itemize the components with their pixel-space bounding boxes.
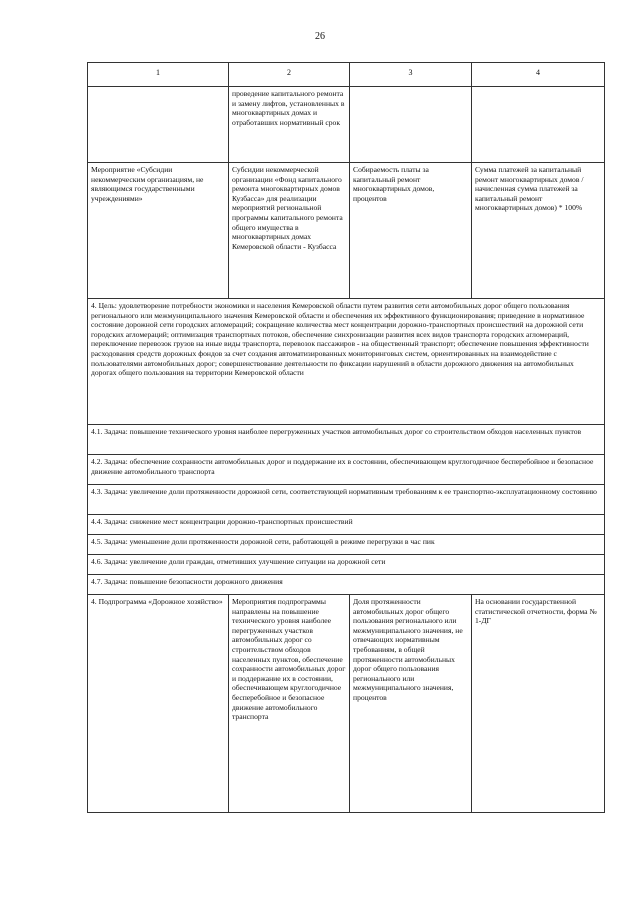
cell-continued-description: проведение капитального ремонта и замену лифтов, установленных в многоквартирных домах и отработавших нормативный срок: [229, 87, 350, 163]
task-4-2: 4.2. Задача: обеспечение сохранности автомобильных дорог и поддержание их в состоянии, обеспечивающем круглогодичное бесперебойное и безопасное движение автомобильного транспорта: [88, 455, 605, 485]
page-number: 26: [315, 31, 325, 42]
table-row: [88, 555, 605, 575]
cell-empty: [88, 87, 229, 163]
table-row: [88, 163, 605, 299]
table-row: [88, 515, 605, 535]
task-4-6: 4.6. Задача: увеличение доли граждан, отметивших улучшение ситуации на дорожной сети: [88, 555, 605, 575]
cell-roads-indicator: Доля протяженности автомобильных дорог общего пользования регионального или межмуниципального значения, не отвечающих нормативным требованиям, в общей протяженности автомобильных дорог общего пользования регионального или межмуниципального значения, процентов: [350, 595, 472, 813]
goal-4-cell: 4. Цель: удовлетворение потребности экономики и населения Кемеровской области путем развития сети автомобильных дорог общего пользования регионального или межмуниципального значения Кемеровской области и обеспечения их эффективного функционирования; приведение в нормативное состояние дорожной сети городских агломераций; сокращение количества мест концентрации дорожно-транспортных происшествий на дорожной сети городских агломераций; оптимизация транспортных потоков, обеспечение синхронизации развития всех видов транспорта городских агломераций, переключение перевозок грузов на иные виды транспорта, перевозок пассажиров - на общественный транспорт; обеспечение повышения эффективности расходования средств дорожных фондов за счет создания автоматизированных мониторинговых систем, ориентированных на взаимодействие с пользователями автомобильных дорог; совершенствование деятельности по фиксации нарушений в области дорожного движения на автомобильных дорогах общего пользования на территории Кемеровской области: [88, 299, 605, 425]
header-col-1: 1: [88, 63, 229, 87]
cell-roads-description: Мероприятия подпрограммы направлены на повышение технического уровня наиболее перегруженных участков автомобильных дорог со строительством обходов населенных пунктов, обеспечение сохранности автомобильных дорог и поддержание их в состоянии, обеспечивающем круглогодичное бесперебойное и безопасное движение автомобильного транспорта: [229, 595, 350, 813]
task-4-7: 4.7. Задача: повышение безопасности дорожного движения: [88, 575, 605, 595]
task-4-3: 4.3. Задача: увеличение доли протяженности дорожной сети, соответствующей нормативным требованиям к ее транспортно-эксплуатационному состоянию: [88, 485, 605, 515]
table-row: [88, 425, 605, 455]
cell-subsidy-description: Субсидии некоммерческой организации «Фонд капитального ремонта многоквартирных домов Кузбасса» для реализации мероприятий региональной программы капитального ремонта общего имущества в многоквартирных домах Кемеровской области - Кузбасса: [229, 163, 350, 299]
cell-roads-subprogram: 4. Подпрограмма «Дорожное хозяйство»: [88, 595, 229, 813]
table-row: [88, 595, 605, 813]
cell-subsidy-indicator: Собираемость платы за капитальный ремонт многоквартирных домов, процентов: [350, 163, 472, 299]
task-4-1: 4.1. Задача: повышение технического уровня наиболее перегруженных участков автомобильных дорог со строительством обходов населенных пунктов: [88, 425, 605, 455]
header-col-2: 2: [229, 63, 350, 87]
cell-subsidy-measure: Мероприятие «Субсидии некоммерческим организациям, не являющимся государственными учреждениями»: [88, 163, 229, 299]
table-row: [88, 575, 605, 595]
task-4-5: 4.5. Задача: уменьшение доли протяженности дорожной сети, работающей в режиме перегрузки в час пик: [88, 535, 605, 555]
table-header-row: [88, 63, 605, 87]
task-4-4: 4.4. Задача: снижение мест концентрации дорожно-транспортных происшествий: [88, 515, 605, 535]
cell-empty: [350, 87, 472, 163]
header-col-4: 4: [472, 63, 605, 87]
cell-subsidy-formula: Сумма платежей за капитальный ремонт многоквартирных домов / начисленная сумма платежей за капитальный ремонт многоквартирных домов) * 100%: [472, 163, 605, 299]
table-row: [88, 455, 605, 485]
table-row: [88, 535, 605, 555]
header-col-3: 3: [350, 63, 472, 87]
cell-roads-source: На основании государственной статистической отчетности, форма № 1-ДГ: [472, 595, 605, 813]
table-row: [88, 485, 605, 515]
program-table: [87, 62, 605, 813]
cell-empty: [472, 87, 605, 163]
table-row: [88, 299, 605, 425]
table-row: [88, 87, 605, 163]
